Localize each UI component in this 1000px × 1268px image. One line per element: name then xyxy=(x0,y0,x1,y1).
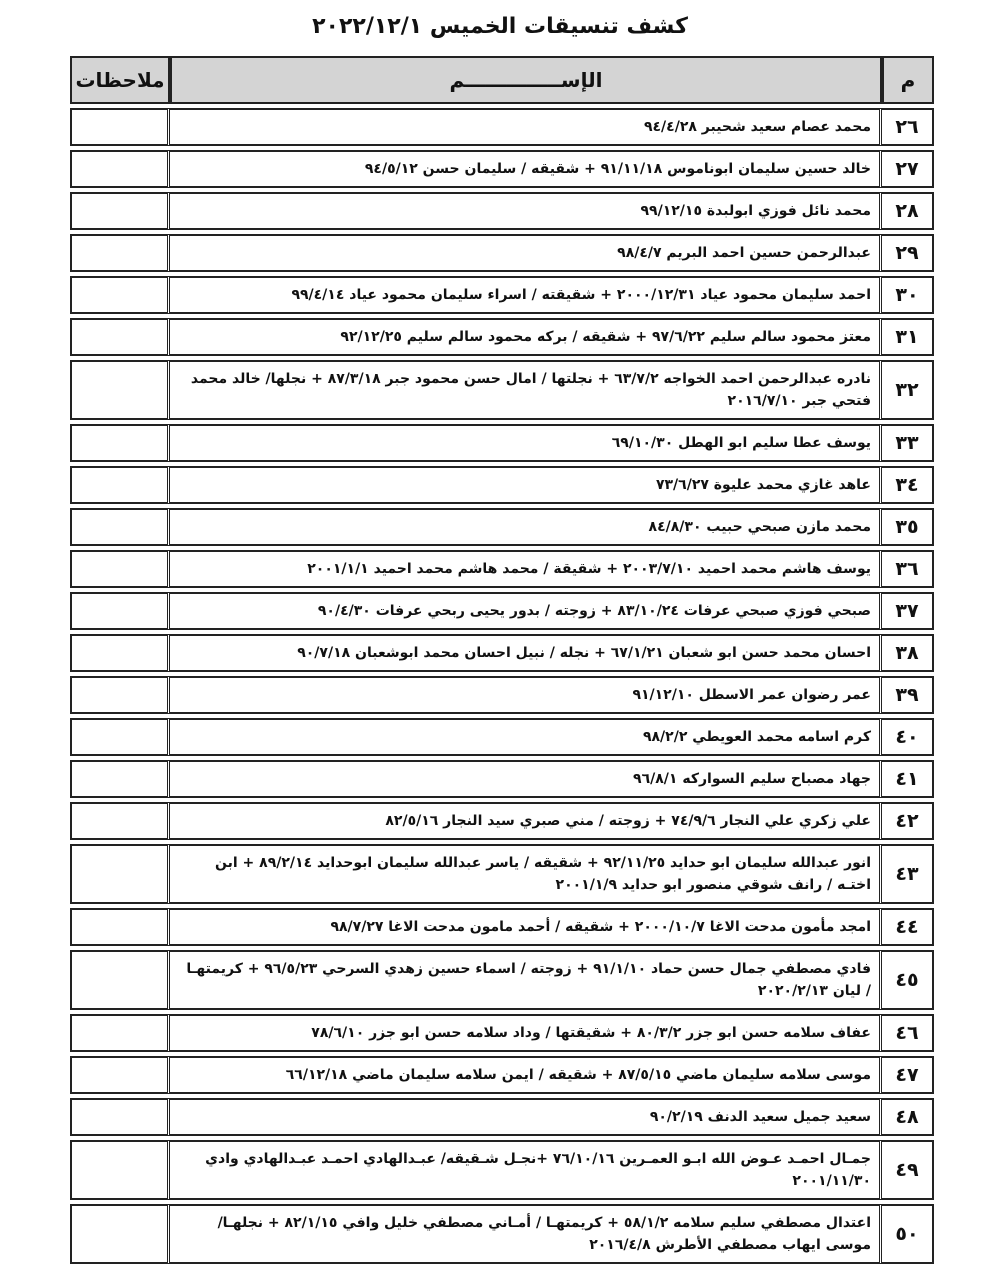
table-row xyxy=(70,424,934,462)
row-name-details: اعتدال مصطفي سليم سلامه ٥٨/١/٢ + كريمتهـا / أمـاني مصطفي خليل وافي ٨٢/١/١٥ + نجلهـا/ موسى ايهاب مصطفي الأطرش ٢٠١٦/٤/٨ xyxy=(170,1204,882,1264)
row-name-details: علي زكري علي النجار ٧٤/٩/٦ + زوجته / مني صبري سيد النجار ٨٢/٥/١٦ xyxy=(170,802,882,840)
row-name-details: سعيد جميل سعيد الدنف ٩٠/٢/١٩ xyxy=(170,1098,882,1136)
row-number: ٢٩ xyxy=(882,234,934,272)
table-row xyxy=(70,760,934,798)
table-row xyxy=(70,950,934,1010)
row-number: ٤٥ xyxy=(882,950,934,1010)
row-number: ٤٩ xyxy=(882,1140,934,1200)
row-notes xyxy=(70,1098,170,1136)
row-number: ٤٠ xyxy=(882,718,934,756)
row-name-details: احسان محمد حسن ابو شعبان ٦٧/١/٢١ + نجله / نبيل احسان محمد ابوشعبان ٩٠/٧/١٨ xyxy=(170,634,882,672)
row-name-details: امجد مأمون مدحت الاغا ٢٠٠٠/١٠/٧ + شقيقه / أحمد مامون مدحت الاغا ٩٨/٧/٢٧ xyxy=(170,908,882,946)
row-name-details: احمد سليمان محمود عياد ٢٠٠٠/١٢/٣١ + شقيقته / اسراء سليمان محمود عياد ٩٩/٤/١٤ xyxy=(170,276,882,314)
table-body xyxy=(70,108,934,1264)
row-name-details: عفاف سلامه حسن ابو جزر ٨٠/٣/٢ + شقيقتها / وداد سلامه حسن ابو جزر ٧٨/٦/١٠ xyxy=(170,1014,882,1052)
row-number: ٤٦ xyxy=(882,1014,934,1052)
row-number: ٤٣ xyxy=(882,844,934,904)
row-name-details: يوسف عطا سليم ابو الهطل ٦٩/١٠/٣٠ xyxy=(170,424,882,462)
row-number: ٥٠ xyxy=(882,1204,934,1264)
table-row xyxy=(70,150,934,188)
table-row xyxy=(70,108,934,146)
table-row xyxy=(70,360,934,420)
table-row xyxy=(70,508,934,546)
row-number: ٣٠ xyxy=(882,276,934,314)
row-number: ٤١ xyxy=(882,760,934,798)
row-notes xyxy=(70,234,170,272)
column-header-number: م xyxy=(882,56,934,104)
row-number: ٤٧ xyxy=(882,1056,934,1094)
row-name-details: عاهد غازي محمد عليوة ٧٣/٦/٢٧ xyxy=(170,466,882,504)
row-number: ٤٤ xyxy=(882,908,934,946)
row-name-details: جمـال احمـد عـوض الله ابـو العمـرين ٧٦/١٠/١٦ +نجـل شـقيقه/ عبـدالهادي احمـد عبـدالهادي وادي ٢٠٠١/١١/٣٠ xyxy=(170,1140,882,1200)
row-notes xyxy=(70,360,170,420)
row-notes xyxy=(70,424,170,462)
row-name-details: موسى سلامه سليمان ماضي ٨٧/٥/١٥ + شقيقه / ايمن سلامه سليمان ماضي ٦٦/١٢/١٨ xyxy=(170,1056,882,1094)
row-notes xyxy=(70,318,170,356)
row-notes xyxy=(70,150,170,188)
row-name-details: يوسف هاشم محمد احميد ٢٠٠٣/٧/١٠ + شقيقة / محمد هاشم محمد احميد ٢٠٠١/١/١ xyxy=(170,550,882,588)
table-row xyxy=(70,908,934,946)
row-name-details: كرم اسامه محمد العويطي ٩٨/٢/٢ xyxy=(170,718,882,756)
row-notes xyxy=(70,634,170,672)
row-name-details: محمد عصام سعيد شحيبر ٩٤/٤/٢٨ xyxy=(170,108,882,146)
row-number: ٣٨ xyxy=(882,634,934,672)
row-name-details: معتز محمود سالم سليم ٩٧/٦/٢٢ + شقيقه / بركه محمود سالم سليم ٩٢/١٢/٢٥ xyxy=(170,318,882,356)
row-number: ٣٣ xyxy=(882,424,934,462)
table-row xyxy=(70,802,934,840)
row-number: ٢٨ xyxy=(882,192,934,230)
row-notes xyxy=(70,508,170,546)
row-notes xyxy=(70,844,170,904)
table-row xyxy=(70,676,934,714)
table-row xyxy=(70,592,934,630)
row-notes xyxy=(70,108,170,146)
row-name-details: محمد نائل فوزي ابولبدة ٩٩/١٢/١٥ xyxy=(170,192,882,230)
row-name-details: جهاد مصباح سليم السواركه ٩٦/٨/١ xyxy=(170,760,882,798)
row-number: ٤٨ xyxy=(882,1098,934,1136)
table-row xyxy=(70,634,934,672)
row-number: ٣٩ xyxy=(882,676,934,714)
row-notes xyxy=(70,192,170,230)
table-row xyxy=(70,234,934,272)
row-number: ٤٢ xyxy=(882,802,934,840)
row-number: ٣٦ xyxy=(882,550,934,588)
table-header-row xyxy=(70,56,934,104)
row-notes xyxy=(70,1204,170,1264)
row-number: ٢٧ xyxy=(882,150,934,188)
row-notes xyxy=(70,760,170,798)
row-name-details: عبدالرحمن حسين احمد البريم ٩٨/٤/٧ xyxy=(170,234,882,272)
table-row xyxy=(70,718,934,756)
column-header-name: الإســــــــــــــم xyxy=(170,56,882,104)
row-notes xyxy=(70,276,170,314)
row-notes xyxy=(70,466,170,504)
row-number: ٣٤ xyxy=(882,466,934,504)
row-notes xyxy=(70,950,170,1010)
table-row xyxy=(70,1098,934,1136)
row-notes xyxy=(70,908,170,946)
table-row xyxy=(70,844,934,904)
table-row xyxy=(70,1204,934,1264)
row-number: ٣٢ xyxy=(882,360,934,420)
table-row xyxy=(70,1140,934,1200)
row-number: ٣١ xyxy=(882,318,934,356)
row-notes xyxy=(70,550,170,588)
document-title: كشف تنسيقات الخميس ٢٠٢٢/١٢/١ xyxy=(312,14,688,39)
table-row xyxy=(70,1014,934,1052)
row-name-details: عمر رضوان عمر الاسطل ٩١/١٢/١٠ xyxy=(170,676,882,714)
row-name-details: فادي مصطفي جمال حسن حماد ٩١/١/١٠ + زوجته / اسماء حسين زهدي السرحي ٩٦/٥/٢٣ + كريمتهـا / ليان ٢٠٢٠/٢/١٣ xyxy=(170,950,882,1010)
table-row xyxy=(70,276,934,314)
row-name-details: انور عبدالله سليمان ابو حدايد ٩٢/١١/٢٥ + شقيقه / ياسر عبدالله سليمان ابوحدايد ٨٩/٢/١٤ + ابن اختـه / رانف شوقي منصور ابو حدايد ٢٠٠١/١/٩ xyxy=(170,844,882,904)
row-name-details: خالد حسين سليمان ابوناموس ٩١/١١/١٨ + شقيقه / سليمان حسن ٩٤/٥/١٢ xyxy=(170,150,882,188)
row-notes xyxy=(70,1014,170,1052)
names-table xyxy=(70,52,934,1268)
table-row xyxy=(70,550,934,588)
row-name-details: صبحي فوزي صبحي عرفات ٨٣/١٠/٢٤ + زوجته / بدور يحيى ربحي عرفات ٩٠/٤/٣٠ xyxy=(170,592,882,630)
table-row xyxy=(70,318,934,356)
row-notes xyxy=(70,676,170,714)
row-notes xyxy=(70,1140,170,1200)
row-number: ٣٥ xyxy=(882,508,934,546)
row-notes xyxy=(70,718,170,756)
row-notes xyxy=(70,802,170,840)
row-number: ٢٦ xyxy=(882,108,934,146)
table-row xyxy=(70,192,934,230)
row-notes xyxy=(70,592,170,630)
column-header-notes: ملاحظات xyxy=(70,56,170,104)
row-number: ٣٧ xyxy=(882,592,934,630)
row-name-details: نادره عبدالرحمن احمد الخواجه ٦٣/٧/٢ + نجلتها / امال حسن محمود جبر ٨٧/٣/١٨ + نجلها/ خالد محمد فتحي جبر ٢٠١٦/٧/١٠ xyxy=(170,360,882,420)
row-notes xyxy=(70,1056,170,1094)
table-row xyxy=(70,1056,934,1094)
table-row xyxy=(70,466,934,504)
row-name-details: محمد مازن صبحي حبيب ٨٤/٨/٣٠ xyxy=(170,508,882,546)
